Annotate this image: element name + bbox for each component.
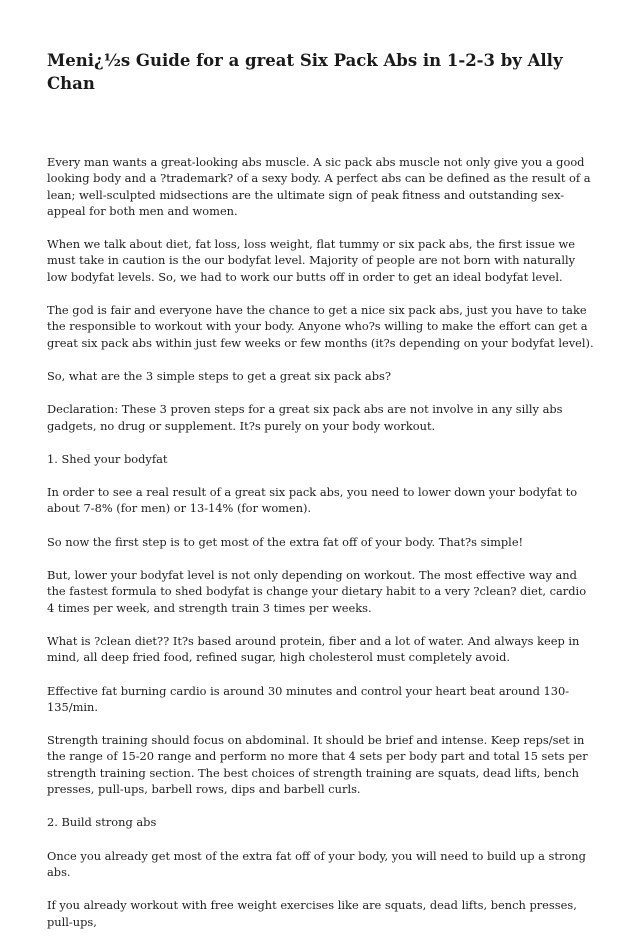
paragraph: What is ?clean diet?? It?s based around protein, fiber and a lot of water. And always keep in mind, all deep fried food, refined sugar, high cholesterol must completely avoid. [47,633,580,665]
paragraph: If you already workout with free weight exercises like are squats, dead lifts, bench presses, pull-ups, [47,898,577,929]
document-title: Meni¿½s Guide for a great Six Pack Abs in 1-2-3 by Ally Chan [47,51,563,93]
paragraph: In order to see a real result of a great six pack abs, you need to lower down your bodyfat to about 7-8% (for men) or 13-14% (for women). [47,485,578,516]
paragraph: Strength training should focus on abdominal. It should be brief and intense. Keep reps/set in the range of 15-20 range and perform no more that 4 sets per body part and total 15 sets per strength training section. The best choices of strength training are squats, dead lifts, bench presses, pull-ups, barbell rows, dips and barbell curls. [47,733,588,797]
paragraph: But, lower your bodyfat level is not only depending on workout. The most effective way and the fastest formula to shed bodyfat is change your dietary habit to a very ?clean? diet, cardio 4 times per week, and strength train 3 times per weeks. [47,568,587,615]
document-body [47,154,595,947]
paragraph: Declaration: These 3 proven steps for a great six pack abs are not involve in any silly abs gadgets, no drug or supplement. It?s purely on your body workout. [47,402,563,433]
paragraph: Every man wants a great-looking abs muscle. A sic pack abs muscle not only give you a good looking body and a ?trademark? of a sexy body. A perfect abs can be defined as the result of a lean; well-sculpted midsections are the ultimate sign of peak fitness and outstanding sex-appeal for both men and women. [47,155,591,218]
section-heading: 2. Build strong abs [47,815,157,830]
paragraph: Once you already get most of the extra fat off of your body, you will need to build up a strong abs. [47,848,586,879]
paragraph: When we talk about diet, fat loss, loss weight, flat tummy or six pack abs, the first issue we must take in caution is the our bodyfat level. Majority of people are not born with naturally low bodyfat levels. So, we had to work our butts off in order to get an ideal bodyfat level. [47,237,576,284]
paragraph: The god is fair and everyone have the chance to get a nice six pack abs, just you have to take the responsible to workout with your body. Anyone who?s willing to make the effort can get a great six pack abs within just few weeks or few months (it?s depending on your bodyfat level). [47,303,594,350]
paragraph: Effective fat burning cardio is around 30 minutes and control your heart beat around 130-135/min. [47,683,570,714]
section-heading: 1. Shed your bodyfat [47,451,168,466]
paragraph: So now the first step is to get most of the extra fat off of your body. That?s simple! [47,534,524,549]
paragraph: So, what are the 3 simple steps to get a great six pack abs? [47,368,391,383]
